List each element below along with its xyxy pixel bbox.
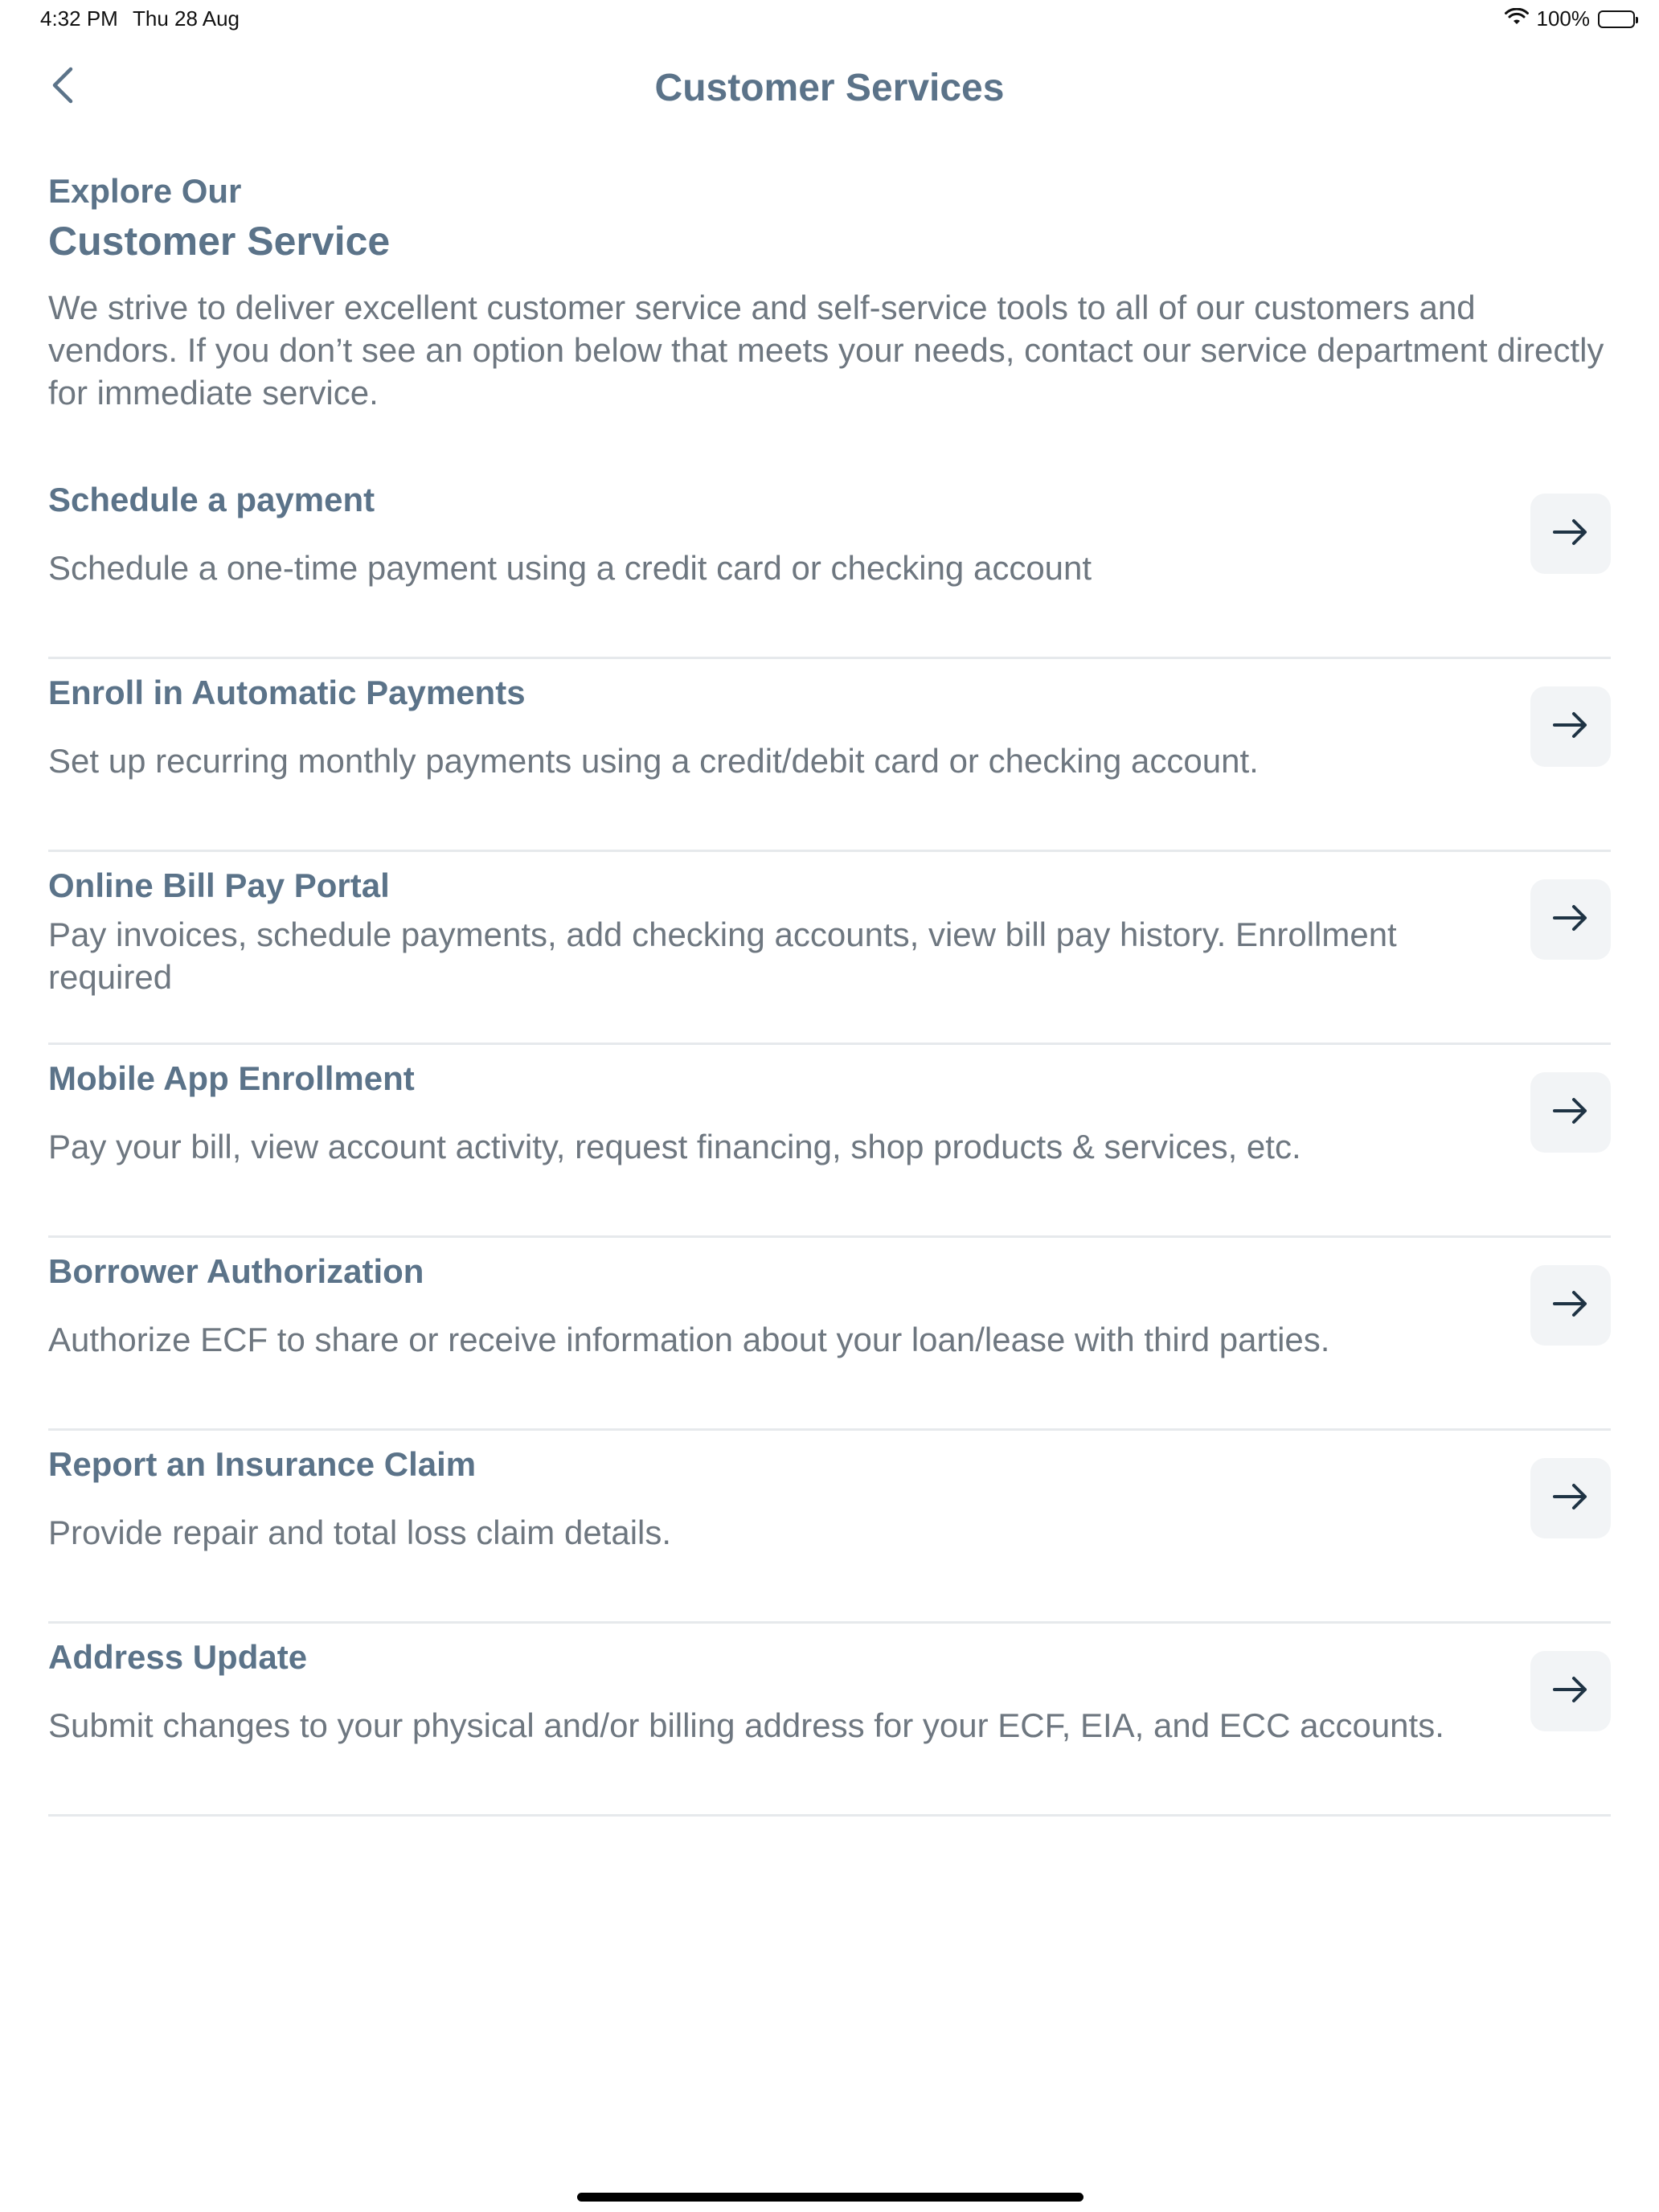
nav-bar <box>0 48 1659 129</box>
status-date: Thu 28 Aug <box>133 6 240 31</box>
service-title: Address Update <box>48 1638 308 1676</box>
arrow-button[interactable] <box>1530 879 1611 960</box>
service-schedule-payment[interactable] <box>48 466 1611 659</box>
service-description: Set up recurring monthly payments using a credit/debit card or checking account. <box>48 742 1259 780</box>
arrow-right-icon <box>1551 711 1590 743</box>
service-description: Pay invoices, schedule payments, add checking accounts, view bill pay history. Enrollment required <box>48 916 1397 996</box>
arrow-right-icon <box>1551 1482 1590 1515</box>
arrow-button[interactable] <box>1530 1651 1611 1731</box>
service-description: Provide repair and total loss claim details. <box>48 1514 672 1551</box>
intro-section <box>48 169 1611 414</box>
status-bar <box>0 0 1659 39</box>
arrow-button[interactable] <box>1530 686 1611 767</box>
intro-kicker: Explore Our <box>48 172 242 210</box>
service-mobile-app-enrollment[interactable] <box>48 1045 1611 1238</box>
service-title: Report an Insurance Claim <box>48 1445 477 1483</box>
arrow-right-icon <box>1551 518 1590 551</box>
home-indicator[interactable] <box>577 2193 1083 2202</box>
wifi-icon <box>1505 6 1529 31</box>
service-online-bill-pay-portal[interactable] <box>48 852 1611 1045</box>
service-title: Borrower Authorization <box>48 1252 424 1290</box>
arrow-right-icon <box>1551 1096 1590 1129</box>
page-title: Customer Services <box>654 67 1005 109</box>
arrow-right-icon <box>1551 903 1590 936</box>
arrow-button[interactable] <box>1530 494 1611 574</box>
arrow-button[interactable] <box>1530 1072 1611 1153</box>
intro-text: We strive to deliver excellent customer service and self-service tools to all of our customers and vendors. If you don’t see an option below that meets your needs, contact our service department directly for immediate service. <box>48 289 1604 412</box>
service-description: Submit changes to your physical and/or billing address for your ECF, EIA, and ECC accounts. <box>48 1706 1444 1744</box>
service-title: Schedule a payment <box>48 481 375 518</box>
arrow-button[interactable] <box>1530 1265 1611 1346</box>
service-borrower-authorization[interactable] <box>48 1238 1611 1431</box>
service-report-insurance-claim[interactable] <box>48 1431 1611 1624</box>
service-list <box>48 466 1611 1817</box>
arrow-right-icon <box>1551 1675 1590 1708</box>
status-time: 4:32 PM <box>40 6 118 31</box>
service-description: Authorize ECF to share or receive information about your loan/lease with third parties. <box>48 1321 1330 1358</box>
service-title: Enroll in Automatic Payments <box>48 674 526 711</box>
service-description: Schedule a one-time payment using a credit card or checking account <box>48 549 1092 587</box>
service-address-update[interactable] <box>48 1624 1611 1817</box>
battery-icon <box>1598 10 1635 28</box>
arrow-right-icon <box>1551 1289 1590 1322</box>
service-description: Pay your bill, view account activity, request financing, shop products & services, etc. <box>48 1128 1301 1165</box>
status-indicators <box>1505 6 1636 31</box>
service-title: Online Bill Pay Portal <box>48 866 390 904</box>
service-title: Mobile App Enrollment <box>48 1059 415 1097</box>
arrow-button[interactable] <box>1530 1458 1611 1538</box>
intro-heading: Customer Service <box>48 219 391 264</box>
service-enroll-automatic-payments[interactable] <box>48 659 1611 852</box>
battery-percent: 100% <box>1536 6 1590 31</box>
